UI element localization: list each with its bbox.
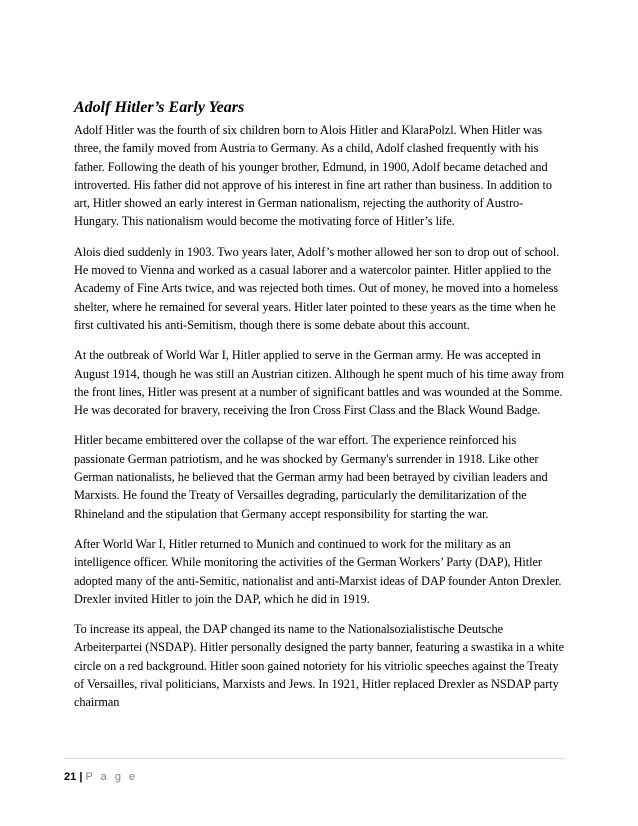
page-number: 21 <box>64 771 77 783</box>
document-body <box>74 98 568 724</box>
paragraph-1: Adolf Hitler was the fourth of six children born to Alois Hitler and KlaraPolzl. When Hitler was three, the family moved from Austria to Germany. As a child, Adolf clashed frequently with his father. Following the death of his younger brother, Edmund, in 1900, Adolf became detached and introverted. His father did not approve of his interest in fine art rather than business. In addition to art, Hitler showed an early interest in German nationalism, rejecting the authority of Austro-Hungary. This nationalism would become the motivating force of Hitler’s life. <box>74 123 553 229</box>
paragraph-5: After World War I, Hitler returned to Munich and continued to work for the military as an intelligence officer. While monitoring the activities of the German Workers’ Party (DAP), Hitler adopted many of the anti-Semitic, nationalist and anti-Marxist ideas of DAP founder Anton Drexler. Drexler invited Hitler to join the DAP, which he did in 1919. <box>74 536 562 606</box>
page-title: Adolf Hitler’s Early Years <box>74 99 245 116</box>
page-footer <box>64 770 138 784</box>
footer-separator: | <box>79 771 83 783</box>
footer-divider <box>64 758 564 759</box>
paragraph-4: Hitler became embittered over the collapse of the war effort. The experience reinforced his passionate German patriotism, and he was shocked by Germany's surrender in 1918. Like other German nationalists, he believed that the German army had been betrayed by civilian leaders and Marxists. He found the Treaty of Versailles degrading, particularly the demilitarization of the Rhineland and the stipulation that Germany accept responsibility for starting the war. <box>74 433 548 521</box>
paragraph-2: Alois died suddenly in 1903. Two years later, Adolf’s mother allowed her son to drop out of school. He moved to Vienna and worked as a casual laborer and a watercolor painter. Hitler applied to the Academy of Fine Arts twice, and was rejected both times. Out of money, he moved into a homeless shelter, where he remained for several years. Hitler later pointed to these years as the time when he first cultivated his anti-Semitism, though there is some debate about this account. <box>74 244 560 332</box>
page-label: P a g e <box>85 771 138 783</box>
paragraph-6: To increase its appeal, the DAP changed its name to the Nationalsozialistische Deutsche Arbeiterpartei (NSDAP). Hitler personally designed the party banner, featuring a swastika in a white circle on a red background. Hitler soon gained notoriety for his vitriolic speeches against the Treaty of Versailles, rival politicians, Marxists and Jews. In 1921, Hitler replaced Drexler as NSDAP party chairman <box>74 622 564 710</box>
paragraph-3: At the outbreak of World War I, Hitler applied to serve in the German army. He was accepted in August 1914, though he was still an Austrian citizen. Although he spent much of his time away from the front lines, Hitler was present at a number of significant battles and was wounded at the Somme. He was decorated for bravery, receiving the Iron Cross First Class and the Black Wound Badge. <box>74 348 564 418</box>
